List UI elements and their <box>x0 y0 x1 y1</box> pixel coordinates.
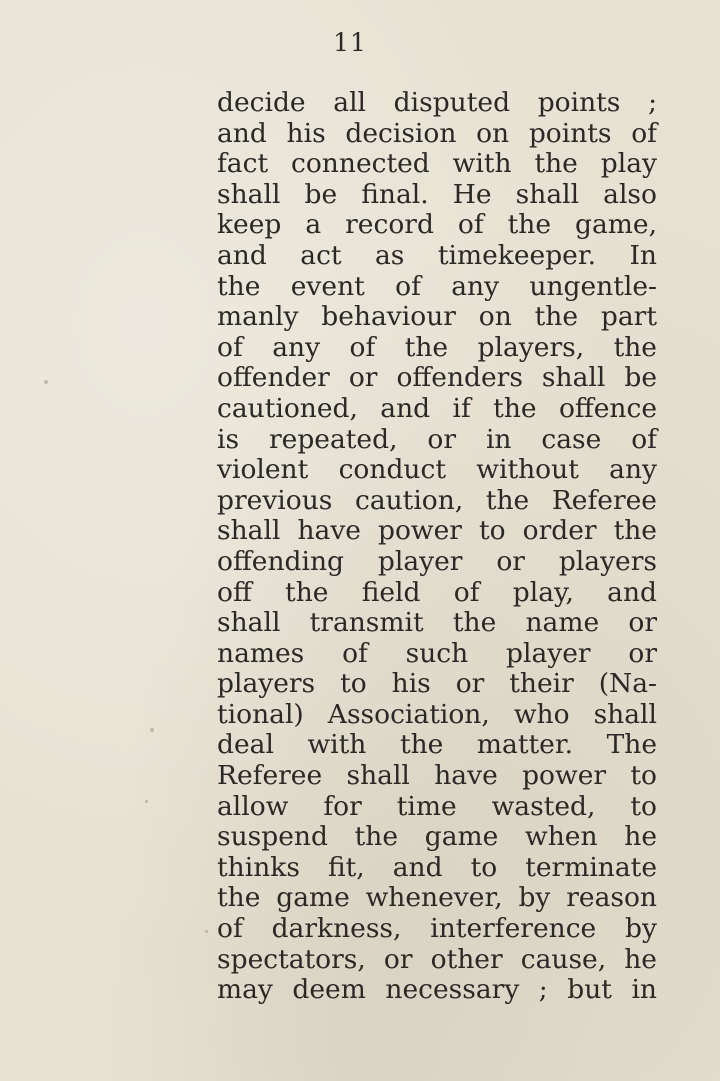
text-line: previous caution, the Referee <box>217 484 657 516</box>
body-text <box>217 88 657 1006</box>
text-line: suspend the game when he <box>217 821 657 853</box>
text-line: decide all disputed points ; <box>217 87 657 118</box>
text-line: keep a record of the game, <box>217 209 657 241</box>
text-line: may deem necessary ; but in <box>217 974 657 1006</box>
text-line: players to his or their (Na- <box>217 668 657 700</box>
text-line: is repeated, or in case of <box>217 423 657 455</box>
paper-speck <box>205 930 208 933</box>
text-line: and his decision on points of <box>217 117 657 149</box>
text-line: of any of the players, the <box>217 331 657 363</box>
paper-speck <box>44 380 48 384</box>
text-line: offending player or players <box>217 545 657 577</box>
text-line: fact connected with the play <box>217 148 657 180</box>
text-line: and act as timekeeper. In <box>217 239 657 271</box>
paper-speck <box>145 800 148 803</box>
text-line: the game whenever, by reason <box>217 882 657 914</box>
text-line: manly behaviour on the part <box>217 301 657 333</box>
text-line: deal with the matter. The <box>217 729 657 761</box>
text-line: spectators, or other cause, he <box>217 943 657 975</box>
page-number: 11 <box>333 28 367 57</box>
text-line: allow for time wasted, to <box>217 790 657 822</box>
text-line: cautioned, and if the offence <box>217 392 657 424</box>
text-line: thinks fit, and to terminate <box>217 851 657 883</box>
text-line: names of such player or <box>217 637 657 669</box>
text-line: of darkness, interference by <box>217 913 657 945</box>
text-line: violent conduct without any <box>217 454 657 486</box>
text-line: Referee shall have power to <box>217 760 657 792</box>
text-line: shall be final. He shall also <box>217 178 657 210</box>
text-line: off the field of play, and <box>217 576 657 608</box>
paper-speck <box>150 728 154 732</box>
text-line: shall have power to order the <box>217 515 657 547</box>
text-line: offender or offenders shall be <box>217 362 657 394</box>
text-line: tional) Association, who shall <box>217 698 657 730</box>
text-line: the event of any ungentle- <box>217 270 657 302</box>
text-line: shall transmit the name or <box>217 607 657 639</box>
